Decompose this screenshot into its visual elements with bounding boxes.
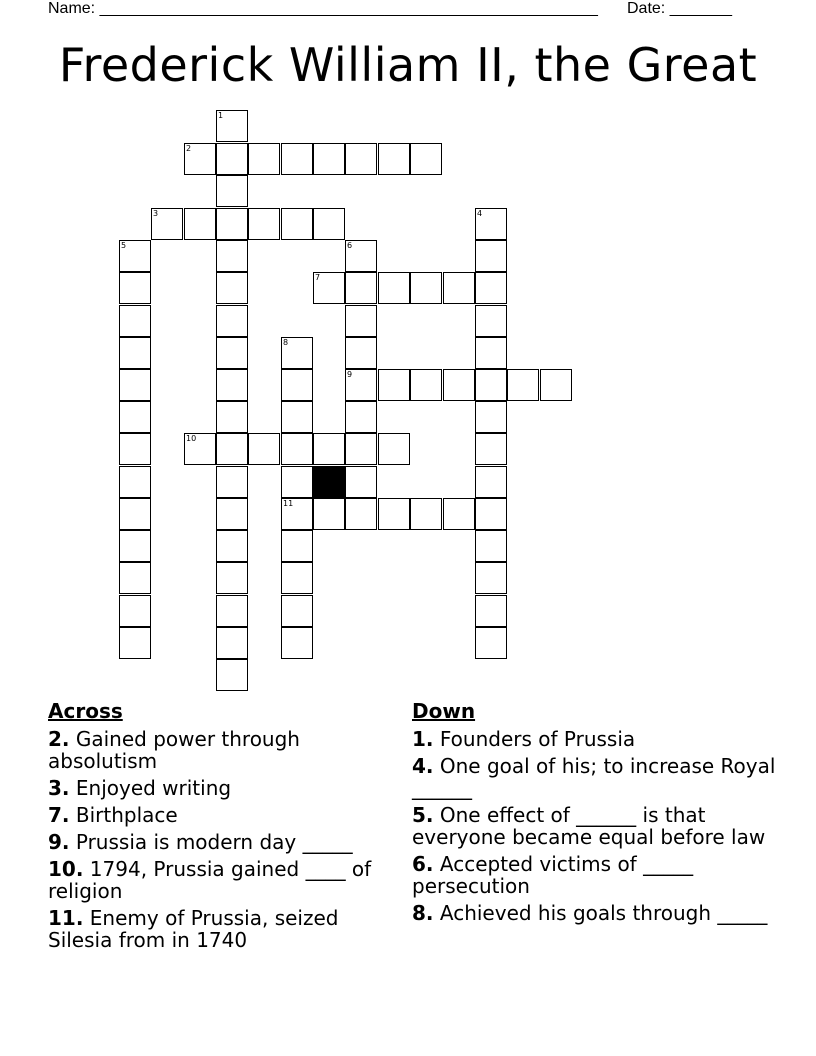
grid-cell[interactable] <box>184 433 216 465</box>
grid-cell[interactable] <box>443 369 475 401</box>
grid-cell[interactable] <box>345 272 377 304</box>
clue-number: 6 <box>347 241 353 250</box>
grid-cell[interactable] <box>216 240 248 272</box>
grid-cell[interactable] <box>475 595 507 627</box>
grid-cell[interactable] <box>443 272 475 304</box>
clue-number: 11 <box>283 499 294 508</box>
grid-cell[interactable] <box>410 143 442 175</box>
clue-number: 7 <box>315 273 321 282</box>
grid-cell[interactable] <box>216 595 248 627</box>
across-heading: Across <box>48 699 123 723</box>
grid-cell[interactable] <box>345 466 377 498</box>
across-clues <box>48 700 388 956</box>
grid-cell[interactable] <box>119 433 151 465</box>
grid-cell[interactable] <box>540 369 572 401</box>
grid-cell[interactable] <box>313 498 345 530</box>
grid-cell[interactable] <box>119 369 151 401</box>
grid-cell[interactable] <box>313 143 345 175</box>
grid-cell[interactable] <box>216 627 248 659</box>
clue-across-2: 2. Gained power through absolutism <box>48 727 300 773</box>
name-field-label: Name: ________________________________________________________ <box>48 0 598 17</box>
grid-cell[interactable] <box>378 143 410 175</box>
grid-cell[interactable] <box>475 369 507 401</box>
grid-cell[interactable] <box>475 627 507 659</box>
grid-cell[interactable] <box>216 530 248 562</box>
grid-cell[interactable] <box>216 433 248 465</box>
grid-cell[interactable] <box>281 337 313 369</box>
grid-cell[interactable] <box>281 208 313 240</box>
grid-cell[interactable] <box>281 369 313 401</box>
clue-down-4: 4. One goal of his; to increase Royal ______ <box>412 754 776 800</box>
grid-cell[interactable] <box>216 208 248 240</box>
grid-cell[interactable] <box>475 305 507 337</box>
grid-cell[interactable] <box>248 143 280 175</box>
grid-cell[interactable] <box>216 175 248 207</box>
grid-cell[interactable] <box>119 498 151 530</box>
grid-cell[interactable] <box>216 466 248 498</box>
grid-cell[interactable] <box>216 369 248 401</box>
clue-down-5: 5. One effect of ______ is that everyone became equal before law <box>412 803 766 849</box>
grid-cell[interactable] <box>313 433 345 465</box>
grid-cell[interactable] <box>345 433 377 465</box>
grid-cell[interactable] <box>216 272 248 304</box>
grid-cell[interactable] <box>475 240 507 272</box>
grid-cell[interactable] <box>345 369 377 401</box>
grid-cell[interactable] <box>281 595 313 627</box>
grid-cell[interactable] <box>475 530 507 562</box>
grid-cell[interactable] <box>216 305 248 337</box>
grid-cell[interactable] <box>345 240 377 272</box>
clue-down-1: 1. Founders of Prussia <box>412 727 636 751</box>
grid-cell[interactable] <box>248 433 280 465</box>
grid-cell[interactable] <box>313 208 345 240</box>
grid-cell[interactable] <box>216 401 248 433</box>
grid-cell[interactable] <box>119 272 151 304</box>
grid-cell[interactable] <box>119 240 151 272</box>
grid-cell[interactable] <box>119 305 151 337</box>
grid-cell[interactable] <box>475 401 507 433</box>
grid-cell[interactable] <box>184 208 216 240</box>
grid-cell[interactable] <box>119 627 151 659</box>
grid-cell[interactable] <box>184 143 216 175</box>
grid-cell[interactable] <box>119 562 151 594</box>
clue-number: 10 <box>186 434 197 443</box>
grid-cell[interactable] <box>378 369 410 401</box>
grid-cell[interactable] <box>119 595 151 627</box>
grid-cell[interactable] <box>345 143 377 175</box>
clue-number: 5 <box>121 241 127 250</box>
date-field-label: Date: _______ <box>627 0 732 17</box>
grid-cell[interactable] <box>216 659 248 691</box>
grid-cell[interactable] <box>345 337 377 369</box>
grid-cell[interactable] <box>216 110 248 142</box>
grid-cell[interactable] <box>475 562 507 594</box>
clue-number: 4 <box>477 209 483 218</box>
grid-cell[interactable] <box>475 208 507 240</box>
grid-cell[interactable] <box>281 466 313 498</box>
grid-cell[interactable] <box>345 305 377 337</box>
puzzle-title: Frederick William II, the Great <box>58 38 758 92</box>
clue-down-6: 6. Accepted victims of _____ persecution <box>412 852 694 898</box>
grid-cell[interactable] <box>475 498 507 530</box>
clue-across-11: 11. Enemy of Prussia, seized Silesia from in 1740 <box>48 906 339 952</box>
clue-across-7: 7. Birthplace <box>48 803 178 827</box>
grid-cell[interactable] <box>443 498 475 530</box>
grid-cell[interactable] <box>475 433 507 465</box>
grid-cell[interactable] <box>119 466 151 498</box>
grid-cell[interactable] <box>410 369 442 401</box>
grid-cell[interactable] <box>410 498 442 530</box>
grid-cell[interactable] <box>378 272 410 304</box>
clue-across-3: 3. Enjoyed writing <box>48 776 232 800</box>
grid-cell[interactable] <box>119 530 151 562</box>
clue-down-8: 8. Achieved his goals through _____ <box>412 901 768 925</box>
grid-cell[interactable] <box>378 433 410 465</box>
grid-cell[interactable] <box>281 498 313 530</box>
grid-cell[interactable] <box>119 337 151 369</box>
grid-cell[interactable] <box>475 337 507 369</box>
grid-cell[interactable] <box>475 272 507 304</box>
grid-cell[interactable] <box>410 272 442 304</box>
grid-cell[interactable] <box>216 562 248 594</box>
grid-cell[interactable] <box>248 208 280 240</box>
grid-cell[interactable] <box>281 433 313 465</box>
down-heading: Down <box>412 699 476 723</box>
grid-cell[interactable] <box>313 272 345 304</box>
grid-cell[interactable] <box>281 143 313 175</box>
grid-cell[interactable] <box>151 208 183 240</box>
clue-number: 8 <box>283 338 289 347</box>
grid-cell[interactable] <box>281 627 313 659</box>
grid-cell[interactable] <box>119 401 151 433</box>
grid-cell[interactable] <box>378 498 410 530</box>
grid-cell[interactable] <box>281 401 313 433</box>
grid-cell[interactable] <box>216 143 248 175</box>
clue-across-9: 9. Prussia is modern day _____ <box>48 830 353 854</box>
grid-cell[interactable] <box>345 401 377 433</box>
grid-cell[interactable] <box>216 498 248 530</box>
clue-number: 2 <box>186 144 192 153</box>
grid-cell[interactable] <box>475 466 507 498</box>
grid-cell[interactable] <box>345 498 377 530</box>
down-clues <box>412 700 782 929</box>
clue-across-10: 10. 1794, Prussia gained ____ of religion <box>48 857 372 903</box>
grid-cell[interactable] <box>507 369 539 401</box>
clue-number: 1 <box>218 111 224 120</box>
grid-cell[interactable] <box>216 337 248 369</box>
black-cell <box>313 466 345 498</box>
grid-cell[interactable] <box>281 530 313 562</box>
clue-number: 3 <box>153 209 159 218</box>
clue-number: 9 <box>347 370 353 379</box>
grid-cell[interactable] <box>281 562 313 594</box>
